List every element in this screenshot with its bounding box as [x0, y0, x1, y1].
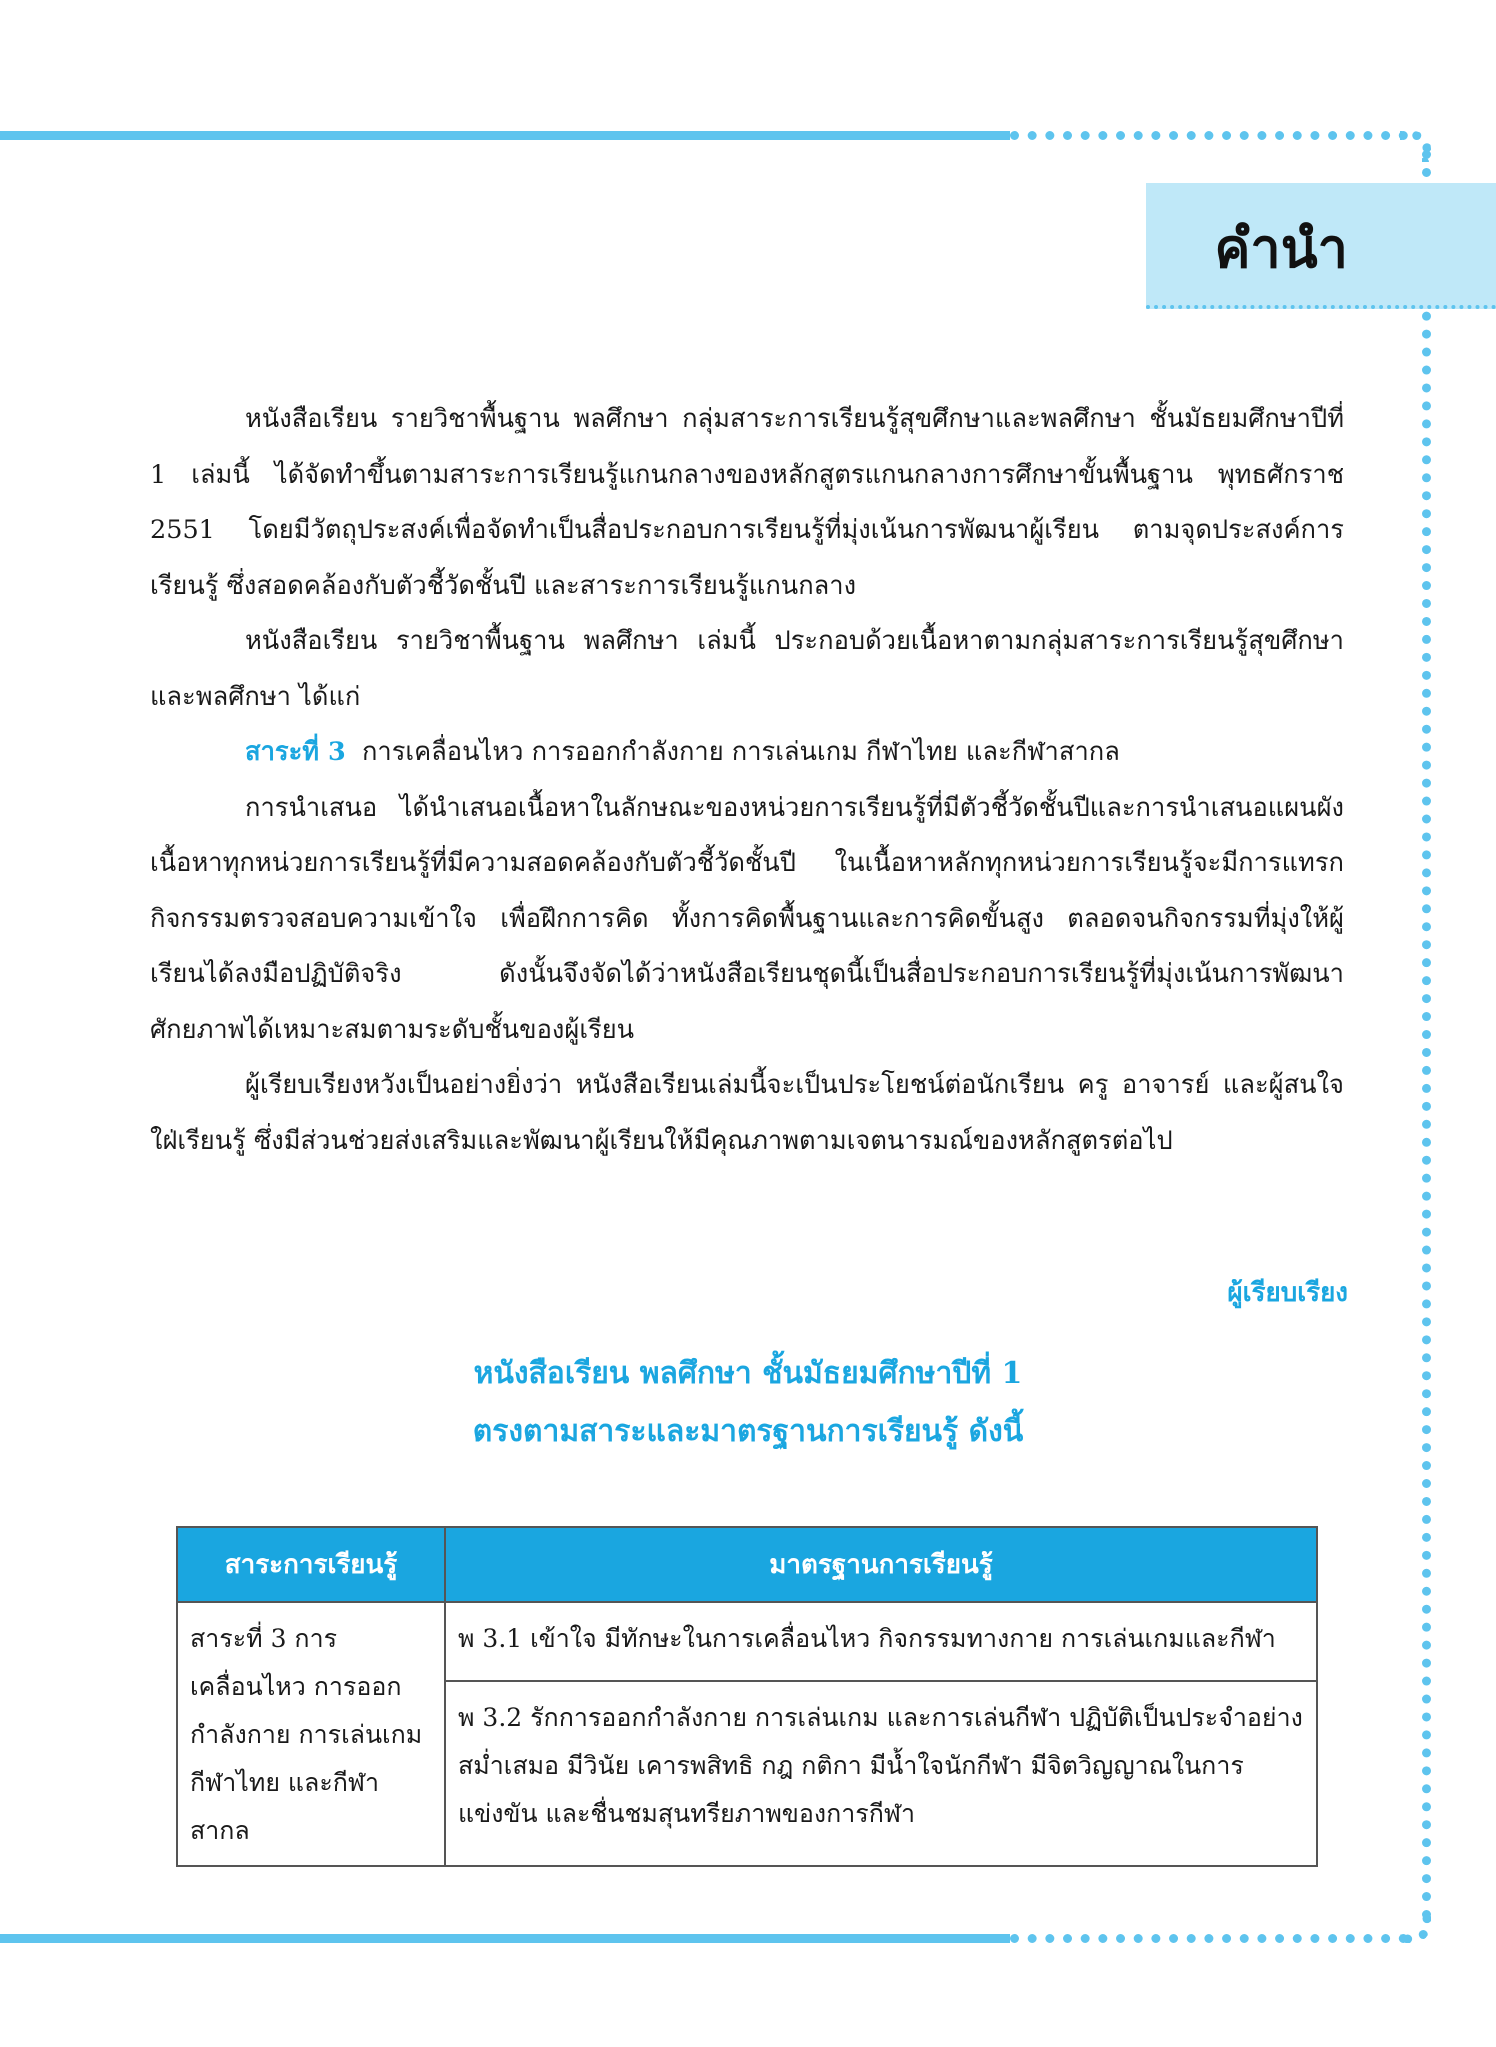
- subtitle-line-2: ตรงตามสาระและมาตรฐานการเรียนรู้ ดังนี้: [472, 1414, 1024, 1449]
- paragraph-2: หนังสือเรียน รายวิชาพื้นฐาน พลศึกษา เล่มนี้ ประกอบด้วยเนื้อหาตามกลุ่มสาระการเรียนรู้สุขศึกษาและพลศึกษา ได้แก่: [150, 626, 1344, 712]
- paragraph-1: หนังสือเรียน รายวิชาพื้นฐาน พลศึกษา กลุ่มสาระการเรียนรู้สุขศึกษาและพลศึกษา ชั้นมัธยมศึกษาปีที่ 1 เล่มนี้ ได้จัดทำขึ้นตามสาระการเรียนรู้แกนกลางของหลักสูตรแกนกลางการศึกษาขั้นพื้นฐาน พุทธศักราช 2551 โดยมีวัตถุประสงค์เพื่อจัดทำเป็นสื่อประกอบการเรียนรู้ที่มุ่งเน้นการพัฒนาผู้เรียน ตามจุดประสงค์การเรียนรู้ ซึ่งสอดคล้องกับตัวชี้วัดชั้นปี และสาระการเรียนรู้แกนกลาง: [150, 404, 1344, 601]
- preface-body: [150, 392, 1344, 1169]
- strand-cell: สาระที่ 3 การเคลื่อนไหว การออกกำลังกาย การเล่นเกม กีฬาไทย และกีฬาสากล: [177, 1602, 445, 1866]
- frame-bottom-dotted-line: [1010, 1934, 1408, 1943]
- frame-right-dotted-line: [1422, 150, 1431, 1920]
- header-standard: มาตรฐานการเรียนรู้: [445, 1527, 1317, 1602]
- title-box: [1146, 183, 1496, 309]
- subtitle-line-1: หนังสือเรียน พลศึกษา ชั้นมัธยมศึกษาปีที่ 1: [473, 1356, 1023, 1391]
- table-row: [177, 1602, 1317, 1681]
- strand-label: สาระที่ 3: [245, 737, 346, 767]
- frame-top-line: [0, 131, 1010, 140]
- header-strand: สาระการเรียนรู้: [177, 1527, 445, 1602]
- strand-text: การเคลื่อนไหว การออกกำลังกาย การเล่นเกม กีฬาไทย และกีฬาสากล: [361, 737, 1120, 767]
- frame-bottom-line: [0, 1934, 1010, 1943]
- paragraph-4: การนำเสนอ ได้นำเสนอเนื้อหาในลักษณะของหน่วยการเรียนรู้ที่มีตัวชี้วัดชั้นปีและการนำเสนอแผนผังเนื้อหาทุกหน่วยการเรียนรู้ที่มีความสอดคล้องกับตัวชี้วัดชั้นปี ในเนื้อหาหลักทุกหน่วยการเรียนรู้จะมีการแทรกกิจกรรมตรวจสอบความเข้าใจ เพื่อฝึกการคิด ทั้งการคิดพื้นฐานและการคิดขั้นสูง ตลอดจนกิจกรรมที่มุ่งให้ผู้เรียนได้ลงมือปฏิบัติจริง ดังนั้นจึงจัดได้ว่าหนังสือเรียนชุดนี้เป็นสื่อประกอบการเรียนรู้ที่มุ่งเน้นการพัฒนาศักยภาพได้เหมาะสมตามระดับชั้นของผู้เรียน: [150, 792, 1344, 1045]
- standard-cell-2: พ 3.2 รักการออกกำลังกาย การเล่นเกม และการเล่นกีฬา ปฏิบัติเป็นประจำอย่างสม่ำเสมอ มีวินัย เคารพสิทธิ กฎ กติกา มีน้ำใจนักกีฬา มีจิตวิญญาณในการแข่งขัน และชื่นชมสุนทรียภาพของการกีฬา: [445, 1681, 1317, 1866]
- standard-cell-1: พ 3.1 เข้าใจ มีทักษะในการเคลื่อนไหว กิจกรรมทางกาย การเล่นเกมและกีฬา: [445, 1602, 1317, 1681]
- paragraph-5: ผู้เรียบเรียงหวังเป็นอย่างยิ่งว่า หนังสือเรียนเล่มนี้จะเป็นประโยชน์ต่อนักเรียน ครู อาจารย์ และผู้สนใจใฝ่เรียนรู้ ซึ่งมีส่วนช่วยส่งเสริมและพัฒนาผู้เรียนให้มีคุณภาพตามเจตนารมณ์ของหลักสูตรต่อไป: [150, 1070, 1344, 1156]
- table-header-row: [177, 1527, 1317, 1602]
- standards-table: [176, 1526, 1318, 1867]
- page-title: คำนำ: [1214, 217, 1348, 280]
- frame-top-dotted-line: [1010, 131, 1408, 140]
- paragraph-3: [150, 725, 1344, 781]
- author-signature: ผู้เรียบเรียง: [1227, 1278, 1348, 1308]
